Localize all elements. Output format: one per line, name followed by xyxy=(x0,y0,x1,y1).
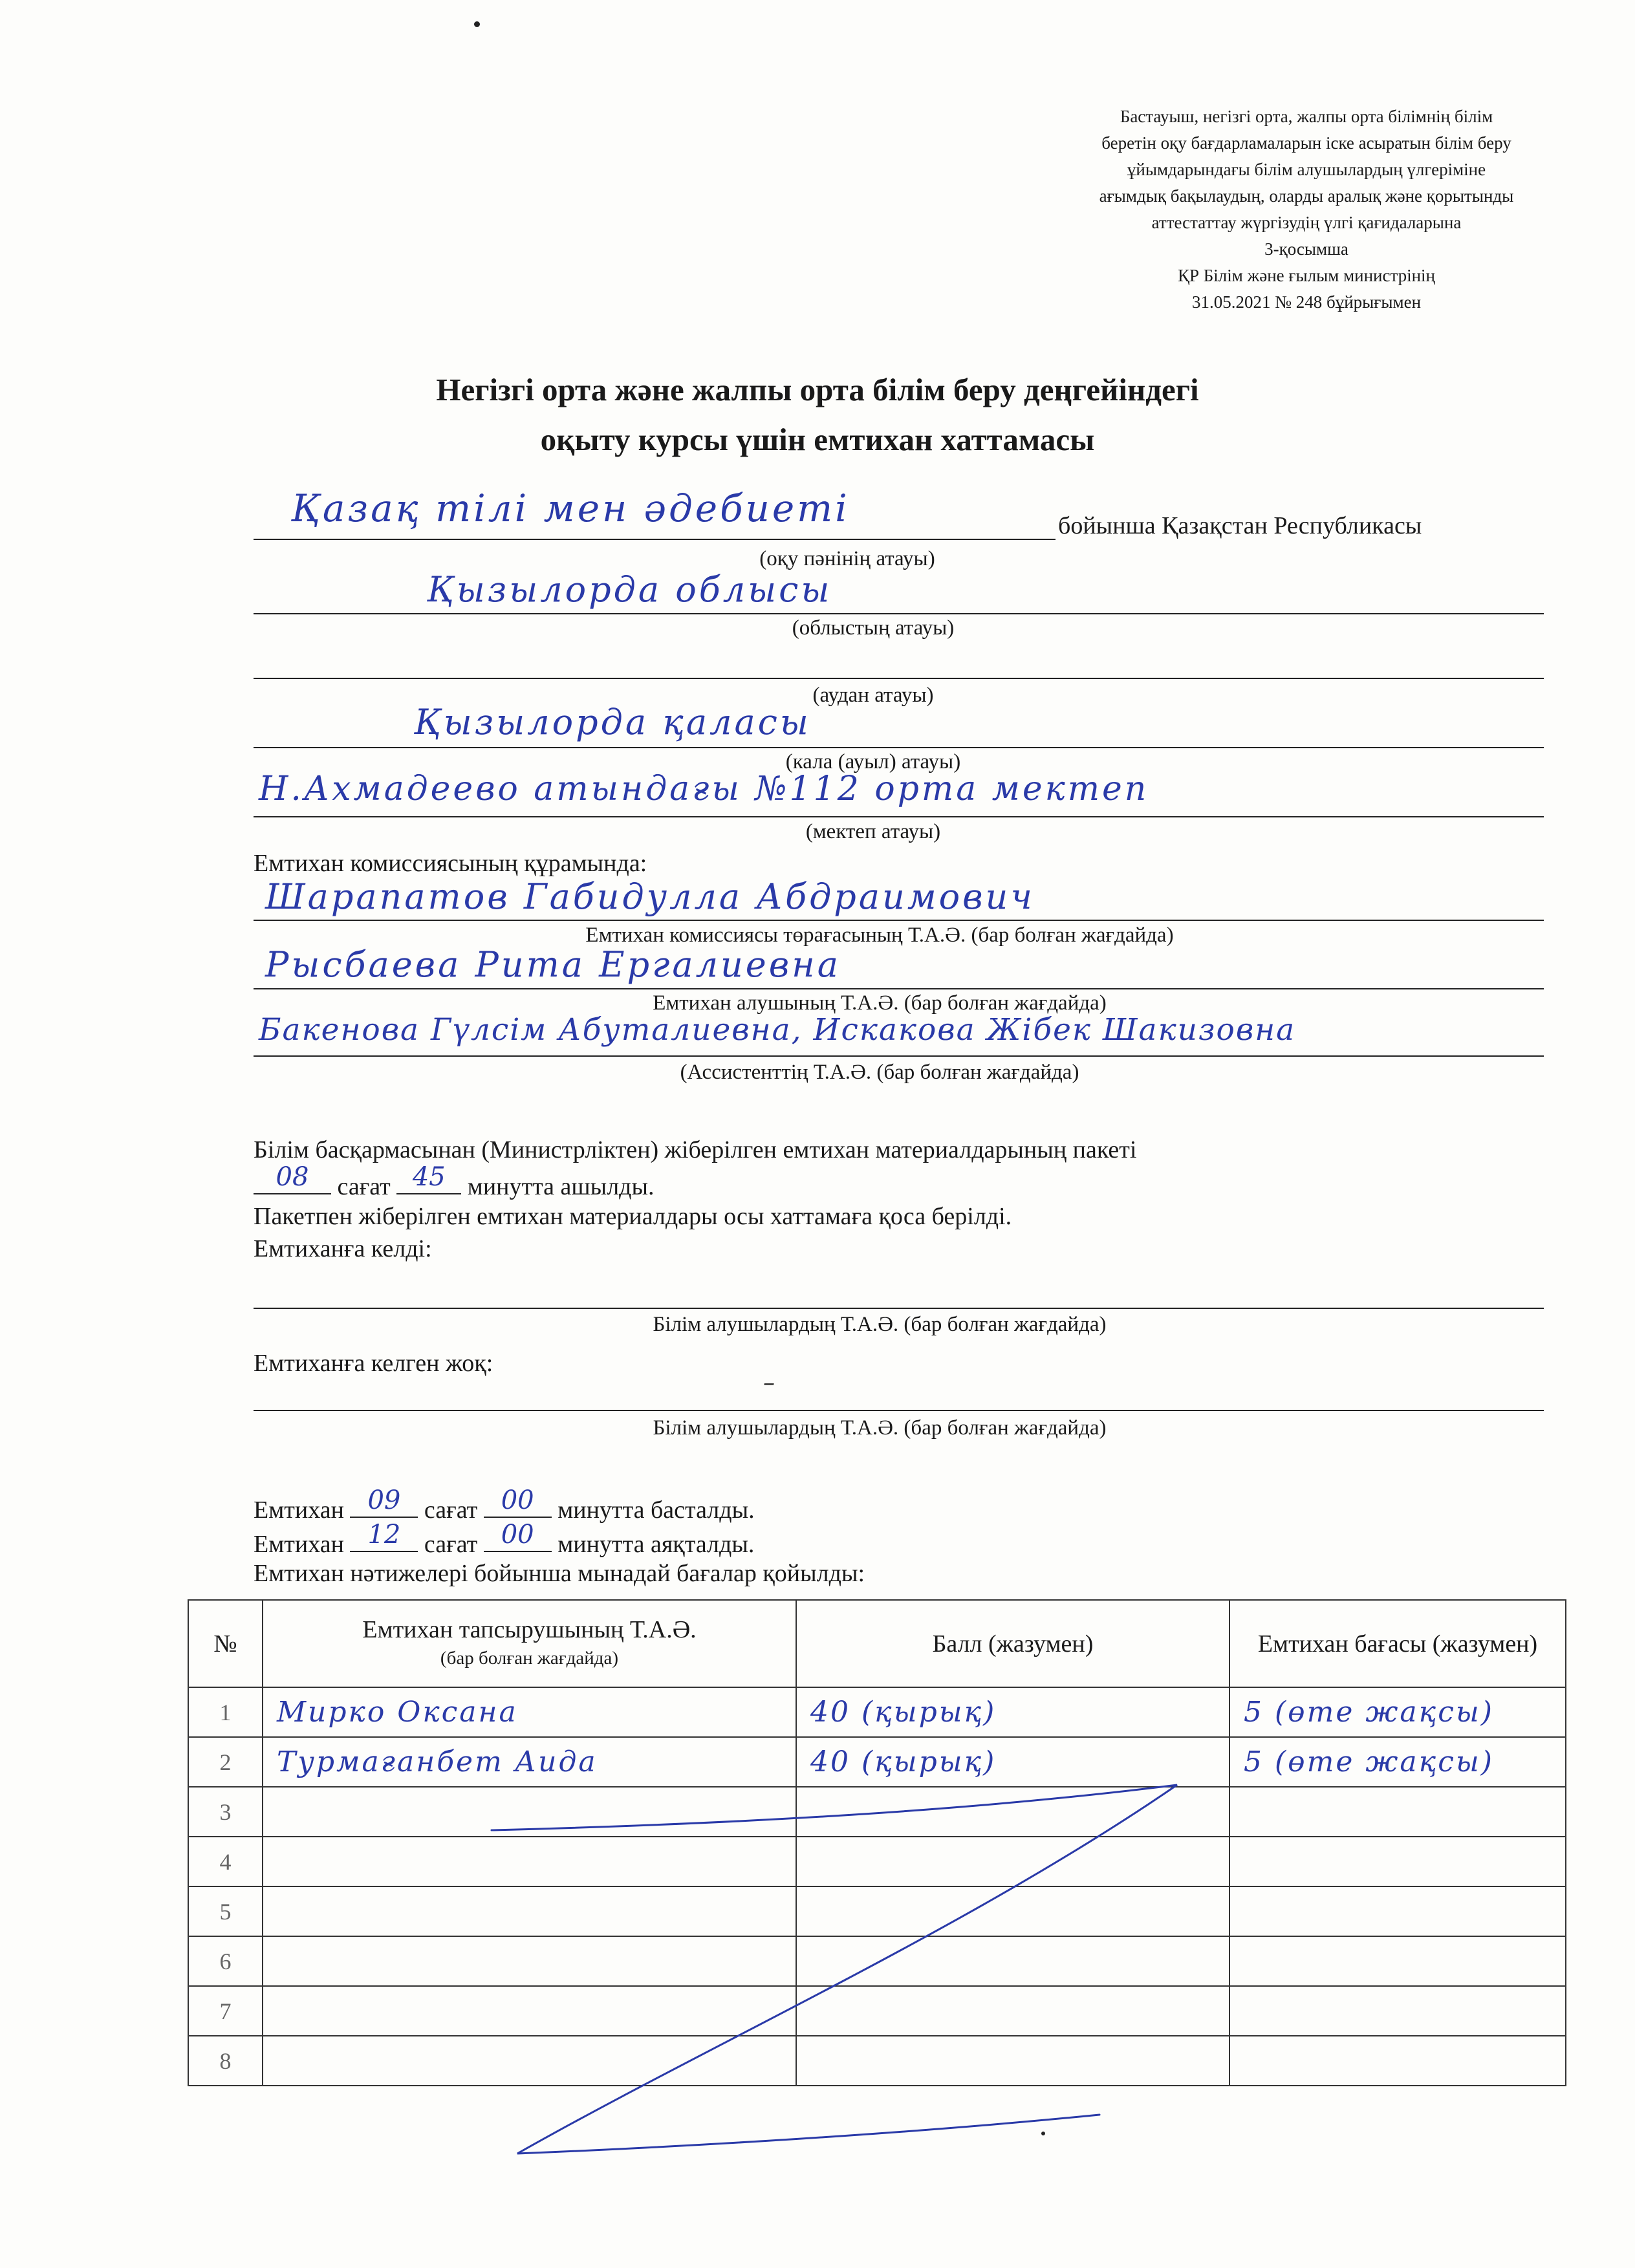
present-label: Емтиханға келді: xyxy=(254,1235,432,1262)
row-grade xyxy=(1229,1737,1566,1787)
absent-caption: Білім алушылардың Т.А.Ә. (бар болған жағдайда) xyxy=(653,1416,1107,1440)
assistants-caption: (Ассистенттің Т.А.Ә. (бар болған жағдайда) xyxy=(680,1061,1079,1084)
header-name xyxy=(263,1600,796,1687)
package-minute-blank xyxy=(396,1162,461,1194)
examiner-caption: Емтихан алушының Т.А.Ә. (бар болған жағдайда) xyxy=(653,991,1107,1015)
absent-line xyxy=(254,1410,1544,1411)
table-header-row xyxy=(188,1600,1566,1687)
region-caption: (облыстың атауы) xyxy=(792,616,955,640)
scan-speck xyxy=(1041,2132,1045,2135)
table-row xyxy=(188,1936,1566,1986)
subject-caption: (оқу пәнінің атауы) xyxy=(759,547,935,570)
row-num: 2 xyxy=(188,1737,263,1787)
chair-handwritten: Шарапатов Габидулла Абдраимович xyxy=(265,876,1035,917)
end-hour-value: 12 xyxy=(367,1520,401,1550)
row-grade xyxy=(1229,1837,1566,1886)
end-minute-blank xyxy=(484,1520,552,1552)
row-num: 4 xyxy=(188,1837,263,1886)
regulation-line: ҚР Білім және ғылым министрінің xyxy=(1177,266,1436,285)
row-score xyxy=(796,1737,1229,1787)
regulation-line: Бастауыш, негізгі орта, жалпы орта білімнің білім xyxy=(1120,107,1493,126)
row-name-value: Турмағанбет Аида xyxy=(277,1745,598,1778)
row-grade xyxy=(1229,1986,1566,2036)
regulation-line: ағымдық бақылаудың, оларды аралық және қорытынды xyxy=(1099,186,1514,206)
header-name-text: Емтихан тапсырушының Т.А.Ә. xyxy=(362,1615,697,1643)
row-num: 5 xyxy=(188,1886,263,1936)
hour-label: сағат xyxy=(337,1173,391,1200)
assistants-line xyxy=(254,1055,1544,1057)
end-suffix: минутта аяқталды. xyxy=(558,1531,755,1558)
school-line xyxy=(254,816,1544,817)
row-score xyxy=(796,1986,1229,2036)
end-hour-blank xyxy=(350,1520,418,1552)
package-minute-value: 45 xyxy=(412,1162,446,1192)
hour-label: сағат xyxy=(424,1531,478,1558)
chair-caption: Емтихан комиссиясы төрағасының Т.А.Ә. (бар болған жағдайда) xyxy=(585,923,1174,947)
table-row xyxy=(188,2036,1566,2086)
row-score xyxy=(796,1687,1229,1737)
end-minute-value: 00 xyxy=(501,1520,534,1550)
row-num: 8 xyxy=(188,2036,263,2086)
row-grade xyxy=(1229,1886,1566,1936)
absent-label: Емтиханға келген жоқ: xyxy=(254,1350,493,1377)
row-num: 6 xyxy=(188,1936,263,1986)
row-grade-value: 5 (өте жақсы) xyxy=(1244,1745,1494,1778)
table-row xyxy=(188,1687,1566,1737)
row-name xyxy=(263,1837,796,1886)
package-hour-value: 08 xyxy=(276,1162,309,1192)
row-name xyxy=(263,1986,796,2036)
header-grade: Емтихан бағасы (жазумен) xyxy=(1229,1600,1566,1687)
regulation-line: 3-қосымша xyxy=(1264,239,1348,259)
row-score xyxy=(796,1837,1229,1886)
start-suffix: минутта басталды. xyxy=(558,1496,755,1524)
regulation-line: беретін оқу бағдарламаларын іске асыратын білім беру xyxy=(1101,133,1511,153)
header-score: Балл (жазумен) xyxy=(796,1600,1229,1687)
table-row xyxy=(188,1886,1566,1936)
district-line xyxy=(254,678,1544,679)
row-score xyxy=(796,2036,1229,2086)
start-minute-blank xyxy=(484,1485,552,1518)
package-attached-text: Пакетпен жіберілген емтихан материалдары осы хаттамаға қоса берілді. xyxy=(254,1203,1012,1230)
row-score xyxy=(796,1787,1229,1837)
hour-label: сағат xyxy=(424,1496,478,1524)
row-grade xyxy=(1229,1787,1566,1837)
table-row xyxy=(188,1787,1566,1837)
exam-label: Емтихан xyxy=(254,1496,344,1524)
regulation-line: ұйымдарындағы білім алушылардың үлгеріміне xyxy=(1127,160,1486,179)
exam-end-line xyxy=(254,1520,755,1559)
document-title-line-1: Негізгі орта және жалпы орта білім беру деңгейіндегі xyxy=(436,372,1199,407)
table-row xyxy=(188,1737,1566,1787)
scan-speck xyxy=(474,21,480,27)
row-score xyxy=(796,1936,1229,1986)
package-hour-blank xyxy=(254,1162,331,1194)
subject-suffix: бойынша Қазақстан Республикасы xyxy=(1058,512,1422,539)
subject-handwritten: Қазақ тілі мен әдебиеті xyxy=(291,486,850,530)
present-caption: Білім алушылардың Т.А.Ә. (бар болған жағдайда) xyxy=(653,1313,1107,1336)
row-name-value: Мирко Оксана xyxy=(277,1696,518,1729)
examiner-line xyxy=(254,988,1544,989)
row-score xyxy=(796,1886,1229,1936)
row-grade xyxy=(1229,1936,1566,1986)
regulation-reference xyxy=(1022,103,1591,316)
subject-line xyxy=(254,539,1056,540)
row-grade xyxy=(1229,1687,1566,1737)
assistants-handwritten: Бакенова Гүлсім Абуталиевна, Искакова Жібек Шакизовна xyxy=(259,1012,1296,1048)
chair-line xyxy=(254,920,1544,921)
table-row xyxy=(188,1837,1566,1886)
start-hour-value: 09 xyxy=(367,1485,401,1515)
row-name xyxy=(263,1737,796,1787)
row-name xyxy=(263,2036,796,2086)
school-caption: (мектеп атауы) xyxy=(805,820,941,843)
start-minute-value: 00 xyxy=(501,1485,534,1515)
city-handwritten: Қызылорда қаласы xyxy=(414,702,811,742)
row-grade-value: 5 (өте жақсы) xyxy=(1244,1696,1494,1729)
row-name xyxy=(263,1787,796,1837)
table-row xyxy=(188,1986,1566,2036)
region-line xyxy=(254,613,1544,614)
header-name-sub: (бар болған жағдайда) xyxy=(440,1647,619,1669)
district-caption: (аудан атауы) xyxy=(812,684,934,707)
present-line xyxy=(254,1308,1544,1309)
results-intro: Емтихан нәтижелері бойынша мынадай бағалар қойылды: xyxy=(254,1560,865,1587)
header-num: № xyxy=(188,1600,263,1687)
absent-value: – xyxy=(763,1370,777,1396)
regulation-line: 31.05.2021 № 248 бұйрығымен xyxy=(1191,292,1422,312)
document-title-line-2: оқыту курсы үшін емтихан хаттамасы xyxy=(540,422,1095,457)
exam-label: Емтихан xyxy=(254,1531,344,1558)
row-num: 1 xyxy=(188,1687,263,1737)
city-caption: (кала (ауыл) атауы) xyxy=(785,750,961,773)
row-name xyxy=(263,1687,796,1737)
row-name xyxy=(263,1886,796,1936)
row-grade xyxy=(1229,2036,1566,2086)
minute-label: минутта ашылды. xyxy=(467,1173,655,1200)
row-score-value: 40 (қырық) xyxy=(810,1696,997,1729)
city-line xyxy=(254,747,1544,748)
row-name xyxy=(263,1936,796,1986)
package-opened-line xyxy=(254,1162,655,1202)
school-handwritten: Н.Ахмадеево атындағы №112 орта мектеп xyxy=(259,770,1149,808)
regulation-line: аттестаттау жүргізудің үлгі қағидаларына xyxy=(1151,213,1462,232)
examiner-handwritten: Рысбаева Рита Ергалиевна xyxy=(265,944,841,985)
row-score-value: 40 (қырық) xyxy=(810,1745,997,1778)
grades-table xyxy=(188,1599,1566,2086)
start-hour-blank xyxy=(350,1485,418,1518)
row-num: 3 xyxy=(188,1787,263,1837)
package-text: Білім басқармасынан (Министрліктен) жіберілген емтихан материалдарының пакеті xyxy=(254,1136,1137,1163)
commission-heading: Емтихан комиссиясының құрамында: xyxy=(254,850,647,877)
region-handwritten: Қызылорда облысы xyxy=(427,569,832,610)
row-num: 7 xyxy=(188,1986,263,2036)
